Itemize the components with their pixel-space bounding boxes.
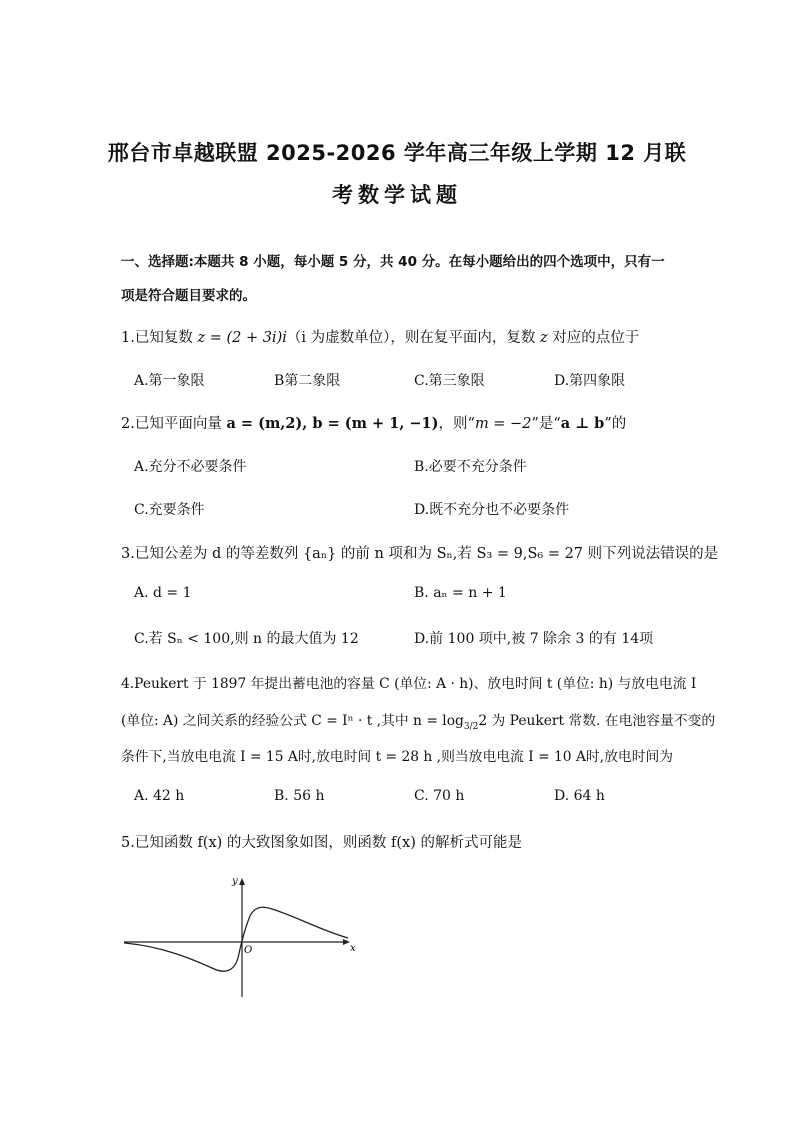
q1-mid: （i 为虚数单位），则在复平面内，复数 <box>286 330 540 346</box>
q3-option-a: A. d = 1 <box>134 585 192 601</box>
q4-option-a: A. 42 h <box>134 788 185 804</box>
q4-option-d: D. 64 h <box>554 788 605 804</box>
question-3: 3.已知公差为 d 的等差数列 {aₙ} 的前 n 项和为 Sₙ,若 S₃ = 9,S₆ = 27 则下列说法错误的是 <box>121 546 719 562</box>
q1-math-z: z <box>539 330 548 346</box>
exam-title-line2: 考数学试题 <box>332 183 462 207</box>
q4-line2-pre: (单位: A) 之间关系的经验公式 C = Iⁿ · t ,其中 n = log <box>121 713 464 729</box>
question-1 <box>121 326 639 347</box>
x-axis-label: x <box>350 943 356 954</box>
q4-line2-post: 2 为 Peukert 常数. 在电池容量不变的 <box>478 713 716 729</box>
y-axis-arrow <box>239 878 245 885</box>
question-5: 5.已知函数 f(x) 的大致图象如图，则函数 f(x) 的解析式可能是 <box>121 835 522 851</box>
function-graph <box>120 872 365 1002</box>
q2-post: ”的 <box>604 416 627 432</box>
q1-math: z = (2 + 3i)i <box>197 330 287 346</box>
question-4-line1: 4.Peukert 于 1897 年提出蓄电池的容量 C (单位: A · h)、放电时间 t (单位: h) 与放电电流 I <box>121 676 697 692</box>
q3-option-c: C.若 Sₙ < 100,则 n 的最大值为 12 <box>134 631 359 647</box>
q3-option-d: D.前 100 项中,被 7 除余 3 的有 14项 <box>414 631 654 647</box>
q2-option-c: C.充要条件 <box>134 502 205 518</box>
exam-title-line1: 邢台市卓越联盟 2025-2026 学年高三年级上学期 12 月联 <box>107 141 687 165</box>
question-4-line3: 条件下,当放电电流 I = 15 A时,放电时间 t = 28 h ,则当放电电流 I = 10 A时,放电时间为 <box>121 749 674 765</box>
q3-option-b: B. aₙ = n + 1 <box>414 585 507 601</box>
q2-option-d: D.既不充分也不必要条件 <box>414 502 570 518</box>
q1-option-c: C.第三象限 <box>414 373 485 389</box>
q1-post: 对应的点位于 <box>547 330 640 346</box>
q1-option-d: D.第四象限 <box>554 373 626 389</box>
section-heading-line2: 项是符合题目要求的。 <box>121 288 256 304</box>
q2-perp: a ⊥ b <box>560 415 605 432</box>
q4-log-base: 3/2 <box>463 721 479 732</box>
q2-mid2: ”是“ <box>531 416 561 432</box>
q4-option-b: B. 56 h <box>274 788 325 804</box>
q2-option-b: B.必要不充分条件 <box>414 459 527 475</box>
q2-option-a: A.充分不必要条件 <box>134 459 247 475</box>
y-axis-label: y <box>232 876 238 887</box>
q1-option-b: B第二象限 <box>274 373 341 389</box>
q4-option-c: C. 70 h <box>414 788 465 804</box>
q2-pre: 2.已知平面向量 <box>121 416 227 432</box>
q2-math: a = (m,2), b = (m + 1, −1) <box>226 415 439 432</box>
q1-pre: 1.已知复数 <box>121 330 198 346</box>
question-4-line2 <box>121 709 715 732</box>
question-2 <box>121 412 626 433</box>
origin-label: O <box>244 945 253 956</box>
q1-option-a: A.第一象限 <box>134 373 205 389</box>
q2-cond: m = −2 <box>474 416 532 432</box>
q2-mid: ，则“ <box>438 416 475 432</box>
x-axis-arrow <box>343 939 350 945</box>
function-curve <box>124 907 348 971</box>
section-heading-line1: 一、选择题:本题共 8 小题，每小题 5 分，共 40 分。在每小题给出的四个选项中，只有一 <box>121 254 665 270</box>
